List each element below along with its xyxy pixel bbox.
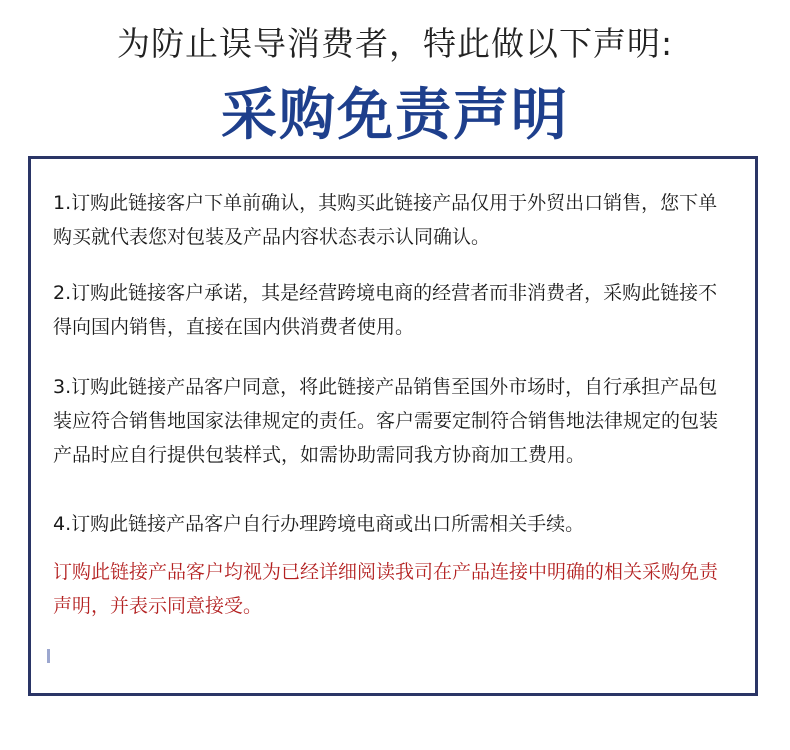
disclaimer-title: 采购免责声明 [221,83,569,148]
disclaimer-box [28,156,758,696]
acceptance-notice: 订购此链接产品客户均视为已经详细阅读我司在产品连接中明确的相关采购免责声明，并表示同意接受。 [53,561,719,617]
decorative-mark [47,649,50,663]
clause-3: 3.订购此链接产品客户同意，将此链接产品销售至国外市场时，自行承担产品包装应符合销售地国家法律规定的责任。客户需要定制符合销售地法律规定的包装产品时应自行提供包装样式，如需协助需同我方协商加工费用。 [53,376,719,466]
clause-2: 2.订购此链接客户承诺，其是经营跨境电商的经营者而非消费者，采购此链接不得向国内销售，直接在国内供消费者使用。 [53,282,718,338]
clause-1: 1.订购此链接客户下单前确认，其购买此链接产品仅用于外贸出口销售，您下单购买就代表您对包装及产品内容状态表示认同确认。 [53,192,718,248]
intro-heading: 为防止误导消费者，特此做以下声明: [116,24,674,63]
clause-4: 4.订购此链接产品客户自行办理跨境电商或出口所需相关手续。 [53,513,585,535]
